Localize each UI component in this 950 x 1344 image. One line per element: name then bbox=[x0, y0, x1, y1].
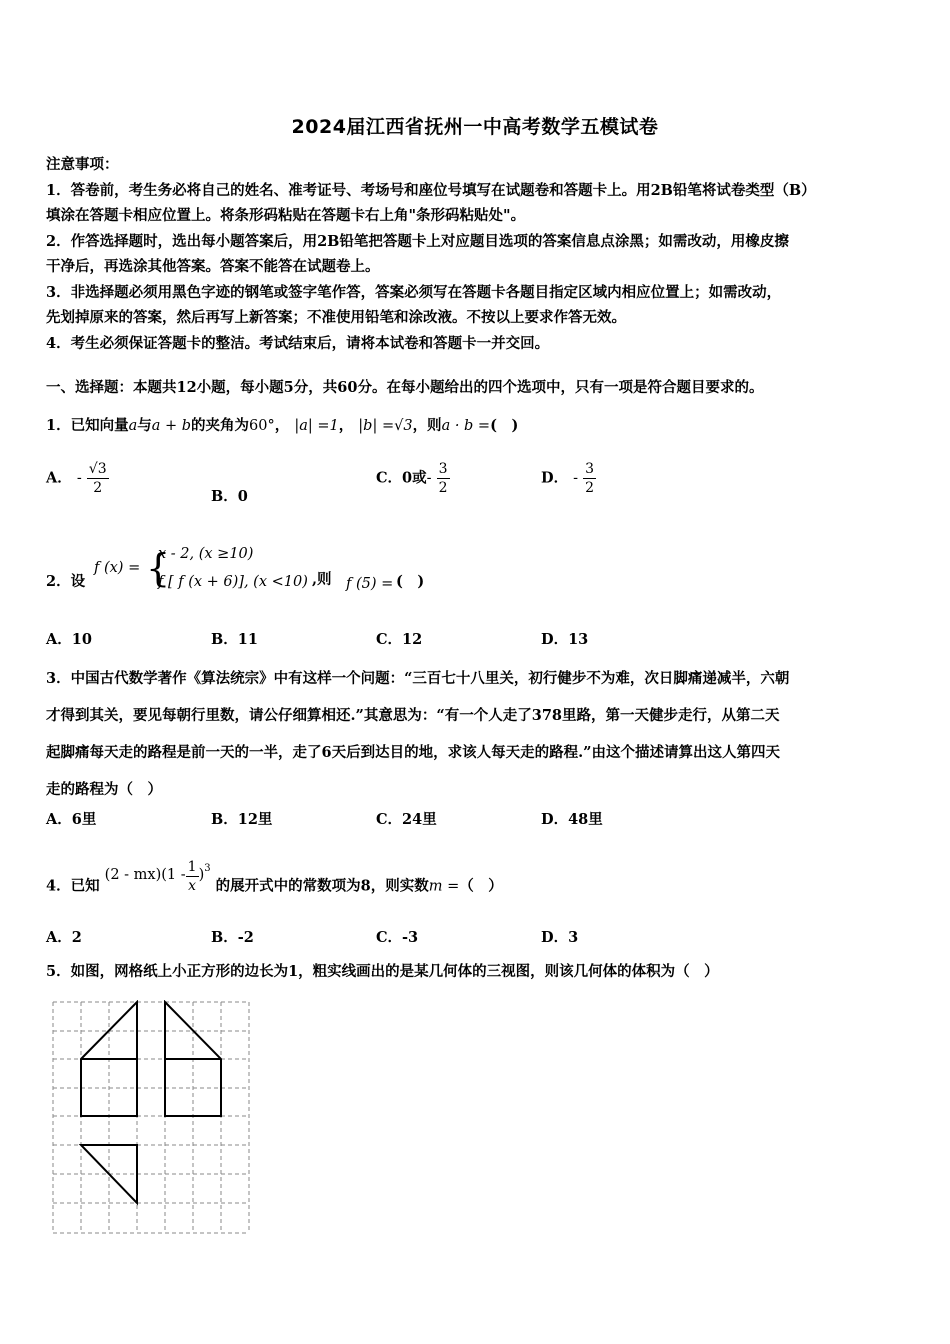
q1-vector-a: a bbox=[128, 418, 138, 434]
q1-option-d[interactable] bbox=[541, 460, 596, 497]
q3-option-c[interactable]: C．24里 bbox=[376, 811, 437, 828]
minus-sign: - bbox=[426, 470, 432, 487]
option-label: D． bbox=[541, 469, 569, 487]
q1-option-b[interactable]: B．0 bbox=[211, 488, 248, 505]
q3-option-b[interactable]: B．12里 bbox=[211, 811, 273, 828]
q2-function: f (x) = bbox=[94, 560, 141, 576]
question-4 bbox=[46, 859, 503, 905]
q2-case-1: x - 2, (x ≥10) bbox=[158, 546, 254, 562]
q4-option-b[interactable]: B．-2 bbox=[211, 929, 254, 946]
q2-f5: f (5) = bbox=[346, 576, 394, 592]
q2-option-a[interactable]: A．10 bbox=[46, 631, 92, 648]
page-title: 2024届江西省抚州一中高考数学五模试卷 bbox=[291, 116, 659, 138]
q1-text: 1．已知向量 bbox=[46, 417, 129, 434]
notice-line: 2．作答选择题时，选出每小题答案后，用2B铅笔把答题卡上对应题目选项的答案信息点涂黑；如需改动，用橡皮擦 bbox=[46, 232, 789, 250]
notice-line: 3．非选择题必须用黑色字迹的钢笔或签字笔作答，答案必须写在答题卡各题目指定区域内相应位置上；如需改动， bbox=[46, 283, 782, 301]
q2-text: 2．设 bbox=[46, 573, 86, 590]
q2-text: ( ) bbox=[396, 573, 425, 590]
section-heading: 一、选择题：本题共12小题，每小题5分，共60分。在每小题给出的四个选项中，只有一项是符合题目要求的。 bbox=[46, 379, 764, 396]
q2-option-b[interactable]: B．11 bbox=[211, 631, 258, 648]
q4-option-d[interactable]: D．3 bbox=[541, 929, 579, 946]
denominator: 2 bbox=[93, 480, 103, 496]
option-label: A． bbox=[46, 469, 72, 487]
fraction bbox=[87, 460, 109, 497]
q1-option-a[interactable] bbox=[46, 460, 109, 497]
q1-text: ( ) bbox=[490, 417, 519, 434]
minus-sign: - bbox=[76, 470, 82, 487]
brace-icon: { bbox=[146, 546, 171, 590]
q4-text: 4．已知 bbox=[46, 877, 100, 895]
fraction bbox=[186, 858, 199, 895]
q3-option-d[interactable]: D．48里 bbox=[541, 811, 603, 828]
q3-line: 3．中国古代数学著作《算法统宗》中有这样一个问题：“三百七十八里关，初行健步不为难，次日脚痛递减半，六朝 bbox=[46, 670, 790, 687]
q4-option-c[interactable]: C．-3 bbox=[376, 929, 419, 946]
notice-line: 先划掉原来的答案，然后再写上新答案；不准使用铅笔和涂改液。不按以上要求作答无效。 bbox=[46, 309, 626, 326]
q1-vector-sum: a + b bbox=[151, 418, 192, 434]
q1-text: ， bbox=[274, 417, 290, 434]
q3-line: 才得到其关，要见每朝行里数，请公仔细算相还.”其意思为：“有一个人走了378里路，第一天健步走行，从第二天 bbox=[46, 707, 780, 724]
denominator: 2 bbox=[438, 480, 448, 496]
notice-line: 干净后，再选涂其他答案。答案不能答在试题卷上。 bbox=[46, 258, 380, 275]
denominator: x bbox=[188, 878, 197, 894]
notice-heading: 注意事项： bbox=[46, 156, 119, 173]
question-3 bbox=[46, 660, 906, 808]
notice-block bbox=[46, 152, 906, 356]
q1-text: 的夹角为 bbox=[191, 417, 250, 434]
numerator: 3 bbox=[585, 461, 595, 477]
q1-mod-a: |a| =1 bbox=[294, 418, 339, 434]
q3-line: 走的路程为（ ） bbox=[46, 781, 162, 798]
numerator: √3 bbox=[88, 461, 107, 477]
q3-line: 起脚痛每天走的路程是前一天的一半，走了6天后到达目的地，求该人每天走的路程.”由这个描述请算出这人第四天 bbox=[46, 744, 780, 761]
q1-mod-b: |b| =√3 bbox=[358, 418, 413, 434]
q1-text: ，则 bbox=[412, 417, 442, 434]
numerator: 1 bbox=[187, 859, 197, 875]
q2-option-d[interactable]: D．13 bbox=[541, 631, 589, 648]
notice-line: 填涂在答题卡相应位置上。将条形码粘贴在答题卡右上角"条形码粘贴处"。 bbox=[46, 207, 526, 224]
solid-lines bbox=[81, 1002, 221, 1203]
question-5: 5．如图，网格纸上小正方形的边长为1，粗实线画出的是某几何体的三视图，则该几何体的体积为（ ） bbox=[46, 963, 719, 980]
q3-option-a[interactable]: A．6里 bbox=[46, 811, 97, 828]
q4-text: 的展开式中的常数项为8，则实数 bbox=[215, 877, 429, 895]
three-view-figure bbox=[52, 1000, 252, 1240]
option-label: C．0或 bbox=[376, 469, 427, 487]
q1-dot-product: a · b = bbox=[441, 418, 491, 434]
denominator: 2 bbox=[585, 480, 595, 496]
fraction bbox=[583, 460, 596, 497]
q4-option-a[interactable]: A．2 bbox=[46, 929, 82, 946]
q4-exponent: 3 bbox=[204, 862, 211, 874]
q4-expression: (2 - mx)(1 - bbox=[104, 866, 186, 883]
minus-sign: - bbox=[573, 470, 579, 487]
q1-text: 与 bbox=[137, 417, 152, 434]
three-view-diagram bbox=[52, 1000, 252, 1236]
q4-text: （ ） bbox=[459, 877, 503, 895]
q1-angle: 60° bbox=[249, 418, 275, 434]
q4-variable: m = bbox=[428, 878, 460, 895]
grid-lines bbox=[53, 1002, 249, 1233]
notice-line: 4．考生必须保证答题卡的整洁。考试结束后，请将本试卷和答题卡一并交回。 bbox=[46, 334, 550, 352]
q1-text: ， bbox=[338, 417, 354, 434]
q2-text: ,则 bbox=[312, 571, 332, 588]
q1-option-c[interactable] bbox=[376, 460, 450, 497]
q2-case-2: f [ f (x + 6)], (x <10) bbox=[158, 574, 308, 590]
fraction bbox=[437, 460, 450, 497]
question-1 bbox=[46, 414, 518, 435]
numerator: 3 bbox=[438, 461, 448, 477]
notice-line: 1．答卷前，考生务必将自己的姓名、准考证号、考场号和座位号填写在试题卷和答题卡上。用2B铅笔将试卷类型（B） bbox=[46, 181, 816, 199]
q4-expression: ) bbox=[198, 866, 205, 883]
q2-option-c[interactable]: C．12 bbox=[376, 631, 423, 648]
